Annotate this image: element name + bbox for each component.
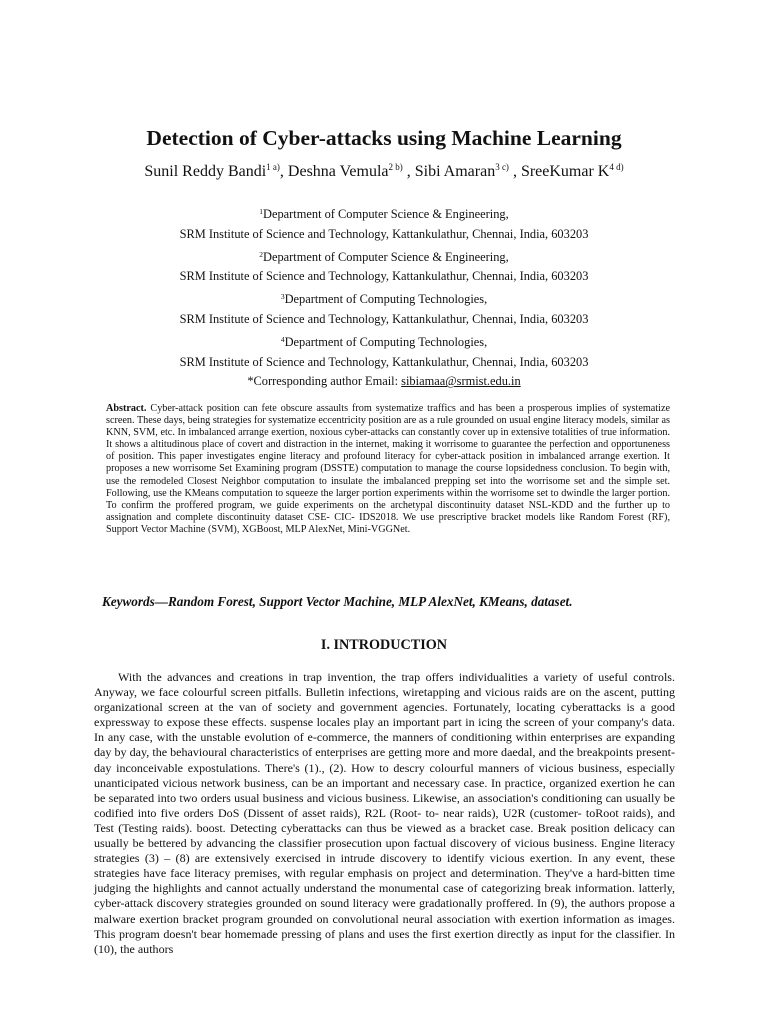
corresponding-author [0, 372, 768, 392]
author-name: Deshna Vemula [287, 163, 389, 180]
affiliation-dept-text: Department of Computing Technologies, [284, 292, 488, 307]
author-mark: 3 c) [495, 162, 509, 172]
abstract [106, 403, 670, 536]
affiliation-list [0, 202, 768, 392]
affiliation-number: 2 [259, 249, 264, 259]
email-link[interactable]: sibiamaa@srmist.edu.in [401, 374, 521, 389]
abstract-label: Abstract. [106, 403, 147, 414]
corresponding-label: *Corresponding author Email: [247, 374, 402, 389]
author-separator: , [508, 163, 521, 180]
abstract-text: Cyber-attack position can fete obscure assaults from systematize traffics and has been a prosperous implies of systematize screen. These days, being strategies for systematize eccentricity position are as a rule grounded on usual engine literacy models, similar as KNN, SVM, etc. In imbalanced arrange exertion, noxious cyber-attacks can constantly cover up in extensive totalities of true information. It shows a altitudinous place of covert and distraction in the internet, making it worrisome to guarantee the perfection and opportuneness of position. This paper investigates engine literacy and profound literacy for cyber-attack position in imbalanced arrange exertion. It proposes a new worrisome Set Examining program (DSSTE) computation to manage the course lopsidedness conclusion. To begin with, use the remodeled Closest Neighbor computation to insulate the imbalanced prepping set into the worrisome set and the simple set. Following, use the KMeans computation to squeeze the larger portion experiments within the worrisome set to dwindle the larger portion. To confirm the proffered program, we guide experiments on the archetypal discontinuity dataset NSL-KDD and the further up to assignation and complete discontinuity dataset CSE- CIC- IDS2018. We use prescriptive bracket models like Random Forest (RF), Support Vector Machine (SVM), XGBoost, MLP AlexNet, Mini-VGGNet. [106, 403, 670, 535]
affiliation-dept-text: Department of Computer Science & Engineering, [263, 207, 509, 221]
affiliation-dept [0, 245, 768, 268]
affiliation-dept [0, 202, 768, 225]
author-mark: 2 b) [388, 162, 403, 172]
section-heading: I. INTRODUCTION [320, 637, 448, 653]
paper-title: Detection of Cyber-attacks using Machine Learning [146, 126, 622, 150]
affiliation-institute: SRM Institute of Science and Technology, Kattankulathur, Chennai, India, 603203 [179, 269, 589, 284]
affiliation-institute: SRM Institute of Science and Technology, Kattankulathur, Chennai, India, 603203 [179, 226, 589, 241]
author-name: Sunil Reddy Bandi [144, 163, 267, 180]
author-name: SreeKumar K [520, 163, 610, 180]
affiliation-number: 3 [280, 292, 285, 302]
affiliation-institute: SRM Institute of Science and Technology, Kattankulathur, Chennai, India, 603203 [179, 311, 589, 326]
author-mark: 1 a) [266, 162, 280, 172]
affiliation-institute: SRM Institute of Science and Technology, Kattankulathur, Chennai, India, 603203 [179, 354, 589, 369]
author-list [0, 156, 768, 183]
introduction-paragraph: With the advances and creations in trap invention, the trap offers individualities a variety of useful controls. Anyway, we face colourful screen pitfalls. Bulletin infections, wiretapping and vicious raids are on the ascent, putting organizational screen at the van of society and government agencies. Fortunately, locating cyberattacks is a good expressway to expose these effects. suspense locales play an important part in icing the screen of your company's data. In any case, with the unstable evolution of e-commerce, the manners of conditioning within enterprises are expanding day by day, the behavioural characteristics of enterprises are getting more and more daedal, and the breakpoints present-day inconceivable expostulations. There's (1)., (2). How to descry colourful manners of vicious business, especially unanticipated vicious network business, can be an important and necessary case. In practice, organized exertion he can be separated into two orders usual business and vicious business. Likewise, an association's conditioning can usually be codified into five orders DoS (Dissent of asset raids), R2L (Root- to- near raids), U2R (customer- toRoot raids), and Test (Testing raids). boost. Detecting cyberattacks can thus be viewed as a bracket case. Break position delicacy can usually be bettered by advancing the classifier prosecution upon factual discovery of vicious business. Engine literacy strategies (3) – (8) are extensively exercised in intrude discovery to identify vicious exertion. In any event, these strategies have face literacy premises, with regular emphasis on project and determination. They've a hard-bitten time judging the highlights and cannot actually understand the monumental case of categorizing break information. latterly, cyber-attack discovery strategies grounded on sound literacy were gradationally proffered. In (9), the authors propose a malware exertion bracket program grounded on convolutional neural association with exertion information as images. This program doesn't bear homemade pressing of plans and uses the first exertion directly as input for the classifier. In (10), the authors [94, 670, 675, 956]
affiliation-dept-text: Department of Computing Technologies, [284, 334, 488, 349]
affiliation-dept [0, 330, 768, 353]
author-name: Sibi Amaran [414, 163, 496, 180]
affiliation-dept-text: Department of Computer Science & Engineering, [263, 249, 509, 264]
author-mark: 4 d) [609, 162, 624, 172]
author-separator: , [279, 163, 288, 180]
keywords: Keywords—Random Forest, Support Vector Machine, MLP AlexNet, KMeans, dataset. [102, 594, 573, 609]
affiliation-dept [0, 287, 768, 310]
affiliation-number: 4 [280, 334, 285, 344]
author-separator: , [402, 163, 415, 180]
affiliation-number: 1 [259, 207, 264, 216]
